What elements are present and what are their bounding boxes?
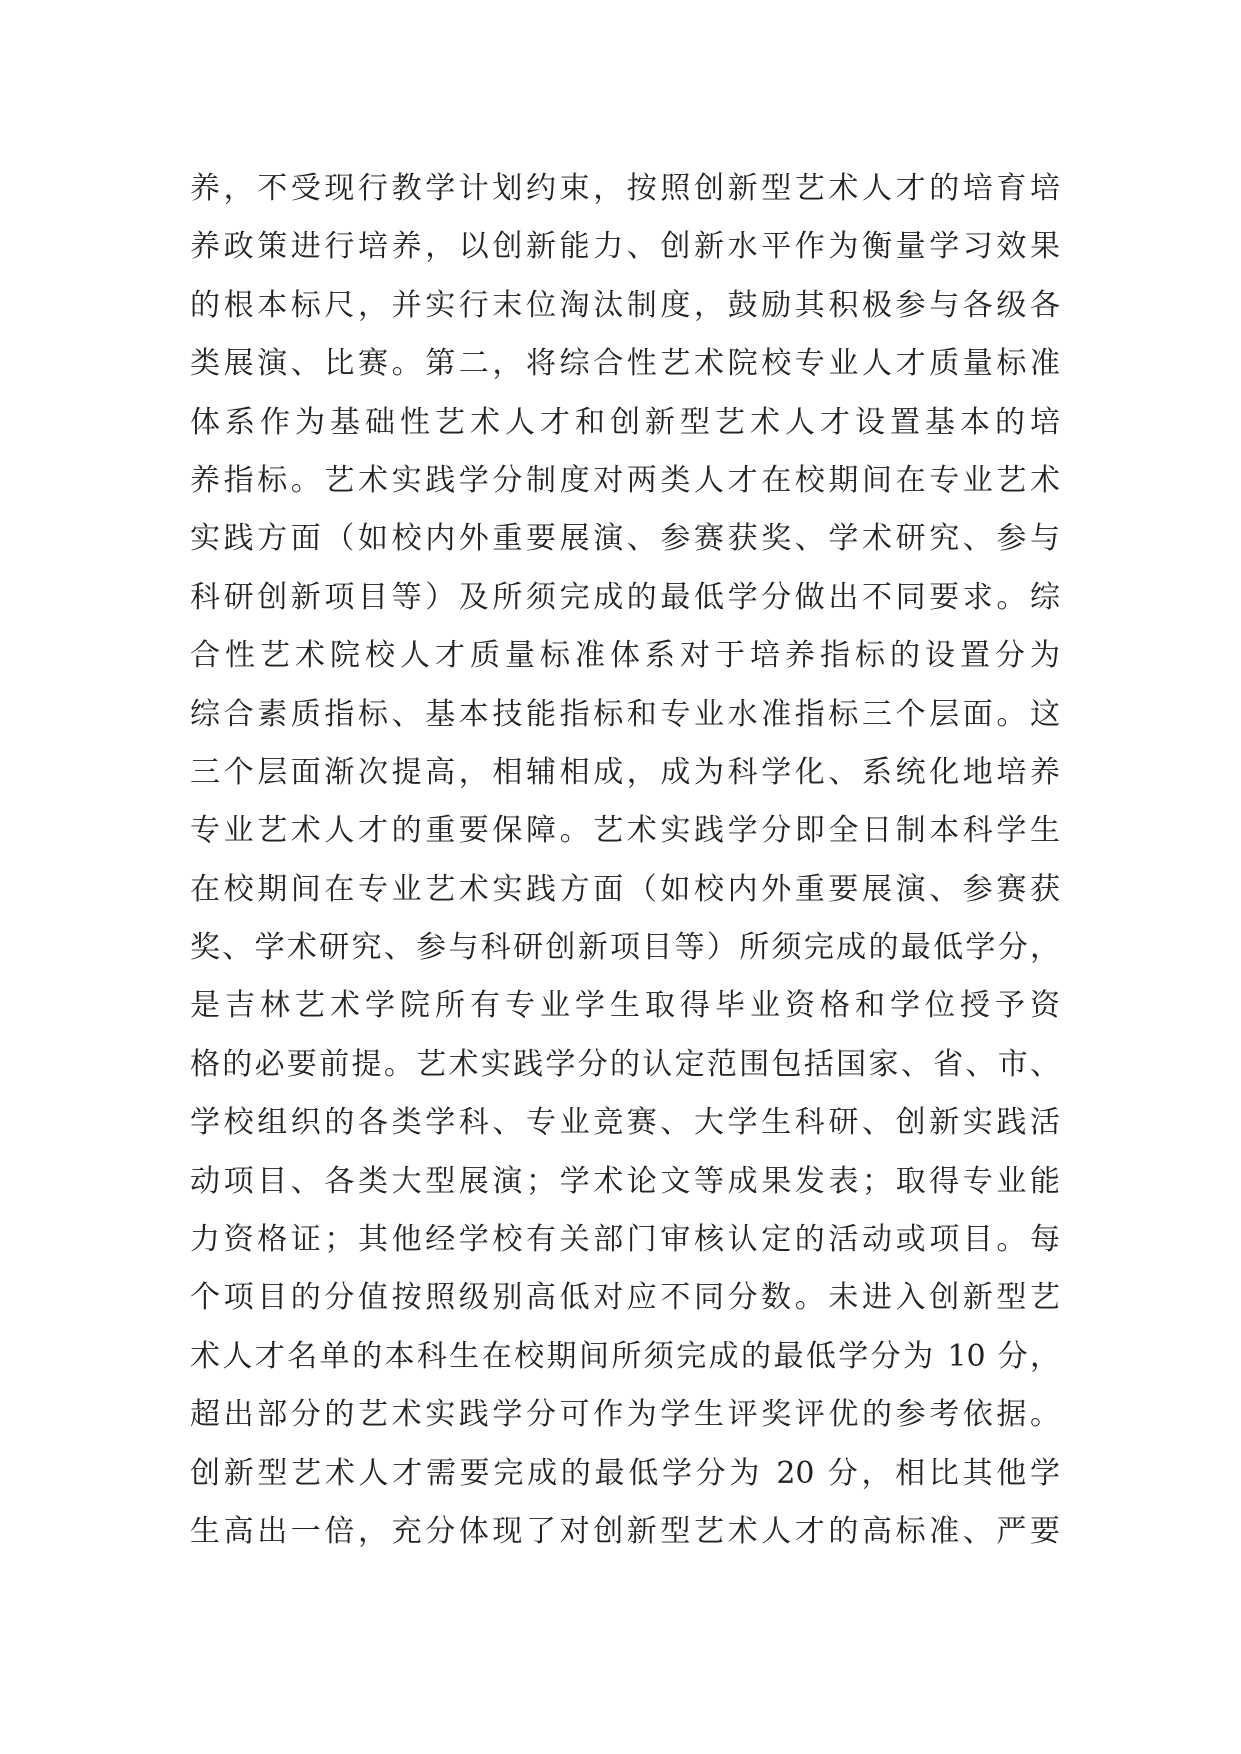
text-line: 超出部分的艺术实践学分可作为学生评奖评优的参考依据。 (190, 1397, 1060, 1433)
text-line: 生高出一倍，充分体现了对创新型艺术人才的高标准、严要 (190, 1513, 1060, 1549)
text-line: 综合素质指标、基本技能指标和专业水准指标三个层面。这 (190, 696, 1060, 732)
body-paragraph (190, 160, 1060, 1561)
text-line: 三个层面渐次提高，相辅相成，成为科学化、系统化地培养 (190, 754, 1060, 790)
text-line: 力资格证；其他经学校有关部门审核认定的活动或项目。每 (190, 1222, 1060, 1258)
text-line: 创新型艺术人才需要完成的最低学分为 20 分，相比其他学 (190, 1455, 1060, 1491)
text-line: 格的必要前提。艺术实践学分的认定范围包括国家、省、市、 (190, 1046, 1060, 1082)
text-line: 养，不受现行教学计划约束，按照创新型艺术人才的培育培 (190, 171, 1060, 206)
text-line: 合性艺术院校人才质量标准体系对于培养指标的设置分为 (190, 638, 1060, 674)
text-line: 科研创新项目等）及所须完成的最低学分做出不同要求。综 (190, 579, 1060, 615)
text-line: 实践方面（如校内外重要展演、参赛获奖、学术研究、参与 (190, 521, 1060, 557)
text-line: 养指标。艺术实践学分制度对两类人才在校期间在专业艺术 (190, 462, 1060, 498)
text-line: 个项目的分值按照级别高低对应不同分数。未进入创新型艺 (190, 1280, 1060, 1316)
text-line: 养政策进行培养，以创新能力、创新水平作为衡量学习效果 (190, 229, 1060, 265)
text-line: 学校组织的各类学科、专业竞赛、大学生科研、创新实践活 (190, 1105, 1060, 1141)
text-line: 术人才名单的本科生在校期间所须完成的最低学分为 10 分， (190, 1338, 1060, 1374)
text-line: 的根本标尺，并实行末位淘汰制度，鼓励其积极参与各级各 (190, 287, 1060, 323)
text-line: 动项目、各类大型展演；学术论文等成果发表；取得专业能 (190, 1163, 1060, 1199)
text-line: 奖、学术研究、参与科研创新项目等）所须完成的最低学分， (190, 930, 1060, 966)
text-line: 在校期间在专业艺术实践方面（如校内外重要展演、参赛获 (190, 871, 1060, 907)
text-line: 类展演、比赛。第二，将综合性艺术院校专业人才质量标准 (190, 346, 1060, 382)
text-line: 专业艺术人才的重要保障。艺术实践学分即全日制本科学生 (190, 813, 1060, 849)
text-line: 是吉林艺术学院所有专业学生取得毕业资格和学位授予资 (190, 988, 1060, 1024)
text-line: 体系作为基础性艺术人才和创新型艺术人才设置基本的培 (190, 404, 1060, 440)
